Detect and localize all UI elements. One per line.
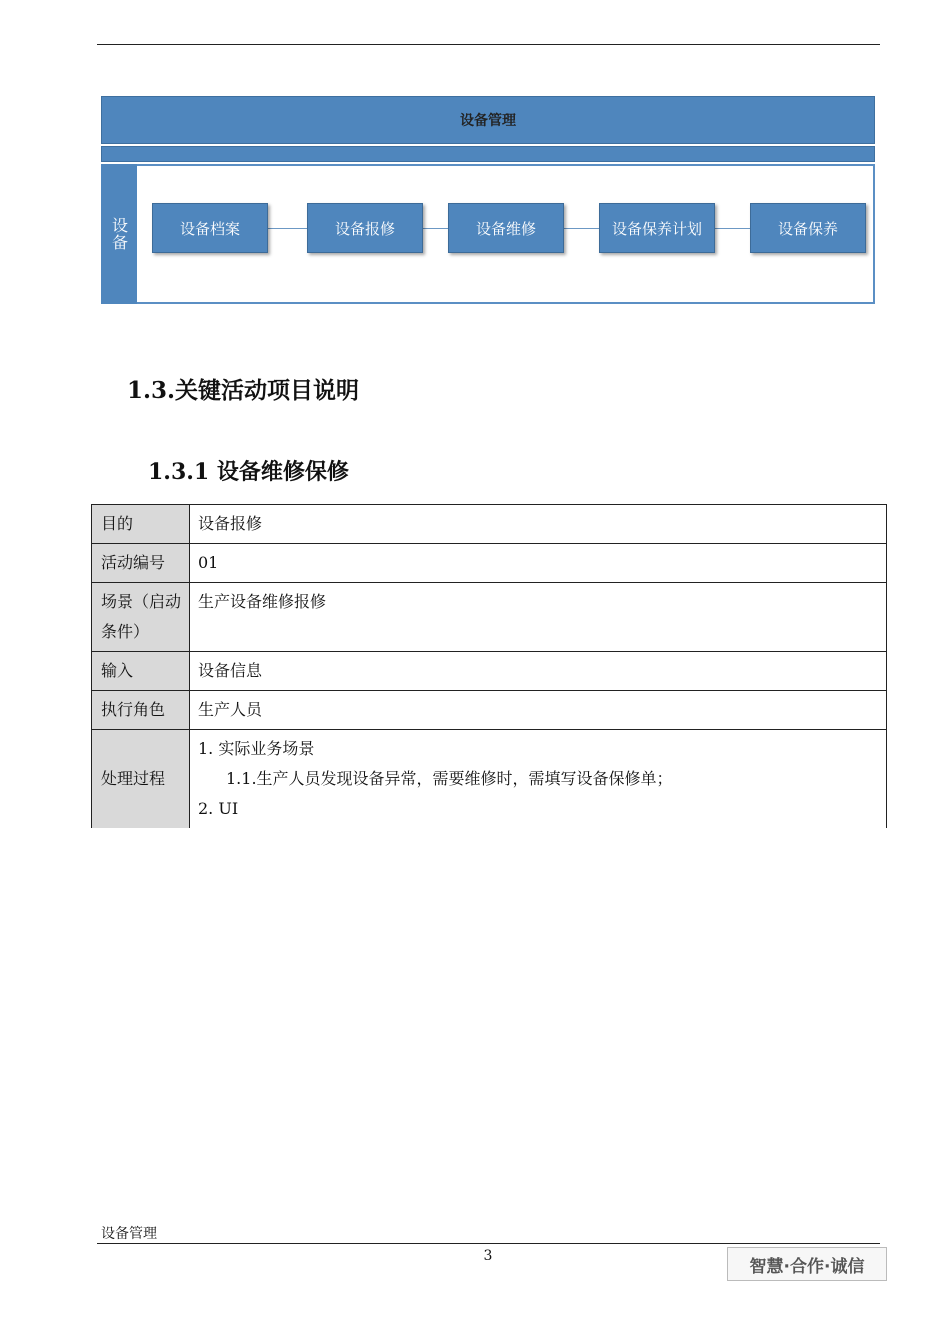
activity-table	[91, 504, 887, 828]
row-label: 输入	[92, 652, 190, 691]
table-row	[92, 505, 887, 544]
row-value	[190, 730, 887, 829]
process-line: 2. UI	[198, 799, 239, 818]
row-value: 生产人员	[190, 691, 887, 730]
table-row	[92, 652, 887, 691]
page-number: 3	[483, 1248, 493, 1264]
table-row	[92, 691, 887, 730]
process-line: 1. 实际业务场景	[198, 739, 315, 758]
flow-connector	[267, 228, 307, 229]
diagram-title: 设备管理	[101, 96, 875, 144]
row-label: 目的	[92, 505, 190, 544]
process-line: 1.1.生产人员发现设备异常，需要维修时，需填写设备保修单；	[226, 769, 673, 788]
row-value: 设备报修	[190, 505, 887, 544]
subsection-heading: 1.3.1 设备维修保修	[148, 459, 349, 485]
row-value: 设备信息	[190, 652, 887, 691]
header-rule	[97, 44, 880, 45]
footer-doc-title: 设备管理	[101, 1226, 157, 1242]
flow-connector	[422, 228, 448, 229]
table-row	[92, 544, 887, 583]
process-diagram	[101, 96, 875, 306]
diagram-side-label: 设备	[101, 164, 137, 304]
table-row	[92, 583, 887, 652]
section-heading: 1.3.关键活动项目说明	[127, 377, 360, 404]
row-label: 活动编号	[92, 544, 190, 583]
row-label: 处理过程	[92, 730, 190, 829]
table-row	[92, 730, 887, 829]
slogan-logo: 智慧·合作·诚信	[727, 1247, 887, 1281]
row-label: 场景（启动条件）	[92, 583, 190, 652]
row-label: 执行角色	[92, 691, 190, 730]
diagram-band	[101, 146, 875, 162]
flow-connector	[563, 228, 599, 229]
flow-connector	[714, 228, 750, 229]
footer-rule	[97, 1243, 880, 1244]
flow-step: 设备报修	[307, 203, 423, 253]
flow-step: 设备档案	[152, 203, 268, 253]
flow-step: 设备保养计划	[599, 203, 715, 253]
row-value: 生产设备维修报修	[190, 583, 887, 652]
flow-step: 设备保养	[750, 203, 866, 253]
row-value: 01	[190, 544, 887, 583]
flow-step: 设备维修	[448, 203, 564, 253]
